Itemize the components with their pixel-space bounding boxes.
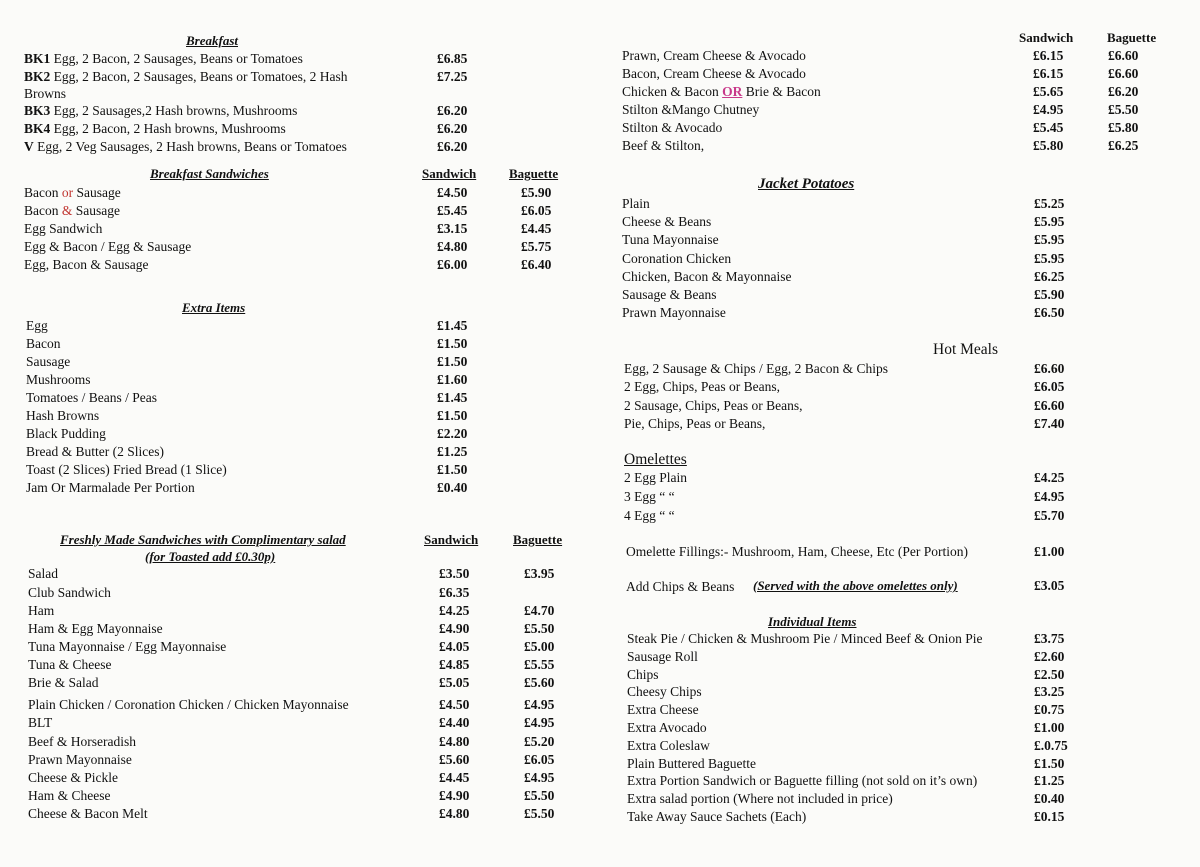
breakfast-sandwich-name-pre: Bacon	[24, 203, 62, 218]
breakfast-desc: Egg, 2 Bacon, 2 Hash browns, Mushrooms	[53, 121, 286, 136]
individual-item-name: Take Away Sauce Sachets (Each)	[627, 809, 807, 824]
omelette-price: £5.70	[1034, 508, 1065, 523]
individual-item-price: £0.40	[1034, 791, 1065, 807]
individual-item-price: £3.25	[1034, 684, 1065, 700]
hot-meal-name: Egg, 2 Sausage & Chips / Egg, 2 Bacon & Chips	[624, 361, 888, 376]
sandwich-price: £4.95	[1033, 102, 1064, 117]
individual-items-heading: Individual Items	[768, 614, 857, 629]
extra-item-price: £0.40	[437, 480, 468, 495]
omelette-fillings-label: Omelette Fillings:- Mushroom, Ham, Cheese, Etc (Per Portion)	[626, 544, 968, 559]
breakfast-sandwiches-heading: Breakfast Sandwiches	[150, 166, 269, 181]
sandwich-price: £4.45	[439, 770, 470, 785]
extra-item-name: Bread & Butter (2 Slices)	[26, 444, 164, 459]
breakfast-desc: Egg, 2 Veg Sausages, 2 Hash browns, Beans or Tomatoes	[37, 139, 347, 154]
extra-item-name: Tomatoes / Beans / Peas	[26, 390, 158, 405]
baguette-price: £5.50	[524, 788, 555, 803]
breakfast-desc: Egg, 2 Bacon, 2 Sausages, Beans or Tomatoes	[53, 51, 303, 66]
omelettes-heading: Omelettes	[624, 451, 687, 468]
sandwich-price: £6.15	[1033, 66, 1064, 81]
jacket-potato-price: £6.50	[1034, 305, 1065, 321]
baguette-price: £5.50	[524, 621, 555, 636]
sandwich-price: £4.90	[439, 788, 470, 803]
breakfast-desc-cont: Browns	[24, 86, 67, 101]
baguette-price: £6.25	[1108, 138, 1139, 153]
extra-item-price: £1.45	[437, 390, 468, 405]
extra-item-name: Mushrooms	[26, 372, 91, 387]
fresh-sandwich-name: BLT	[28, 715, 53, 730]
hot-meal-name: 2 Sausage, Chips, Peas or Beans,	[624, 397, 803, 413]
breakfast-price: £6.85	[437, 51, 468, 66]
breakfast-code: BK3	[24, 103, 51, 118]
jacket-potato-name: Sausage & Beans	[622, 287, 717, 302]
breakfast-code: V	[24, 139, 34, 154]
sandwich-price: £5.45	[437, 203, 468, 218]
baguette-price: £4.95	[524, 697, 555, 712]
breakfast-sandwich-name-post: Sausage	[72, 203, 121, 218]
sandwich-price: £4.50	[437, 185, 468, 200]
premium-sandwich-name: Beef & Stilton,	[622, 138, 705, 153]
premium-sandwich-name: Stilton & Avocado	[622, 120, 723, 135]
breakfast-price: £6.20	[437, 121, 468, 136]
breakfast-sandwich-name: Egg Sandwich	[24, 221, 103, 236]
breakfast-code: BK1	[24, 51, 51, 66]
baguette-price: £5.50	[1108, 102, 1139, 117]
jacket-potato-price: £5.95	[1034, 250, 1065, 266]
baguette-price: £5.60	[524, 675, 555, 690]
baguette-price: £5.75	[521, 239, 552, 254]
baguette-price: £5.00	[524, 639, 555, 654]
extra-item-price: £1.45	[437, 318, 468, 333]
fresh-sandwiches-subtitle: (for Toasted add £0.30p)	[145, 549, 276, 564]
breakfast-sandwich-name-post: Sausage	[73, 185, 121, 200]
add-chips-price: £3.05	[1034, 578, 1065, 593]
extra-items-heading: Extra Items	[182, 300, 246, 315]
fresh-sandwich-name: Cheese & Bacon Melt	[28, 806, 148, 821]
breakfast-sandwich-name-pre: Bacon	[24, 185, 62, 200]
sandwich-price: £4.05	[439, 639, 470, 654]
extra-item-price: £1.50	[437, 336, 468, 351]
individual-item-name: Extra Portion Sandwich or Baguette filling (not sold on it’s own)	[627, 773, 978, 789]
baguette-price: £5.80	[1108, 120, 1139, 135]
individual-item-price: £2.50	[1034, 666, 1065, 682]
fresh-sandwich-name: Ham	[28, 603, 55, 618]
individual-item-price: £1.25	[1034, 773, 1065, 789]
fresh-sandwich-name: Prawn Mayonnaise	[28, 752, 132, 767]
omelette-name: 4 Egg “ “	[624, 508, 675, 523]
sandwich-price: £5.60	[439, 752, 470, 767]
jacket-potatoes-heading: Jacket Potatoes	[758, 176, 855, 192]
add-chips-note: (Served with the above omelettes only)	[753, 578, 958, 593]
individual-item-price: £1.50	[1034, 755, 1065, 771]
baguette-price: £6.60	[1108, 66, 1139, 81]
sandwich-price: £3.50	[439, 566, 470, 581]
breakfast-price: £7.25	[437, 69, 468, 84]
baguette-price: £5.90	[521, 185, 552, 200]
jacket-potato-price: £5.95	[1034, 232, 1065, 248]
individual-item-name: Extra salad portion (Where not included in price)	[627, 791, 893, 807]
jacket-potato-price: £5.25	[1034, 196, 1065, 211]
extra-item-price: £2.20	[437, 426, 468, 441]
fresh-sandwich-name: Club Sandwich	[28, 585, 111, 600]
individual-item-price: £2.60	[1034, 648, 1065, 664]
omelette-price: £4.95	[1034, 489, 1065, 504]
sandwich-price: £4.80	[439, 806, 470, 821]
extra-item-name: Sausage	[26, 354, 71, 369]
baguette-price: £4.95	[524, 770, 555, 785]
baguette-price: £5.55	[524, 657, 555, 672]
baguette-price: £4.45	[521, 221, 552, 236]
breakfast-price: £6.20	[437, 139, 468, 154]
sandwich-price: £5.65	[1033, 84, 1064, 99]
hot-meal-price: £7.40	[1034, 415, 1065, 431]
extra-item-name: Egg	[26, 318, 48, 333]
extra-item-price: £1.50	[437, 408, 468, 423]
jacket-potato-name: Chicken, Bacon & Mayonnaise	[622, 268, 792, 284]
fresh-sandwiches-heading: Freshly Made Sandwiches with Complimentary salad	[60, 532, 346, 547]
breakfast-desc: Egg, 2 Bacon, 2 Sausages, Beans or Tomatoes, 2 Hash	[53, 69, 348, 84]
fresh-sandwich-name: Ham & Egg Mayonnaise	[28, 621, 163, 636]
individual-item-name: Steak Pie / Chicken & Mushroom Pie / Minced Beef & Onion Pie	[627, 631, 983, 646]
sandwich-price: £6.00	[437, 257, 468, 272]
breakfast-sandwich-name: Egg & Bacon / Egg & Sausage	[24, 239, 192, 254]
premium-sandwich-name: Stilton &Mango Chutney	[622, 102, 760, 117]
jacket-potato-name: Plain	[622, 196, 650, 211]
individual-item-name: Extra Coleslaw	[627, 737, 710, 753]
baguette-price: £6.05	[524, 752, 555, 767]
breakfast-code: BK2	[24, 69, 51, 84]
omelette-fillings-price: £1.00	[1034, 544, 1065, 559]
extra-item-name: Bacon	[26, 336, 61, 351]
breakfast-sandwich-name: Egg, Bacon & Sausage	[24, 257, 149, 272]
extra-item-price: £1.50	[437, 354, 468, 369]
breakfast-heading: Breakfast	[186, 33, 238, 48]
baguette-price: £6.60	[1108, 48, 1139, 63]
individual-item-name: Extra Cheese	[627, 702, 699, 718]
breakfast-item	[24, 103, 297, 119]
baguette-price: £3.95	[524, 566, 555, 581]
col-baguette-header: Baguette	[509, 166, 559, 181]
baguette-price: £4.70	[524, 603, 555, 618]
breakfast-item	[24, 121, 286, 137]
breakfast-sandwich-name	[24, 185, 121, 201]
fresh-sandwich-name: Tuna Mayonnaise / Egg Mayonnaise	[28, 639, 227, 654]
jacket-potato-name: Prawn Mayonnaise	[622, 305, 726, 321]
ghost-bleed-text	[940, 40, 944, 56]
col-baguette-header: Baguette	[1107, 30, 1157, 45]
individual-item-price: £0.75	[1034, 702, 1065, 718]
sandwich-price: £4.85	[439, 657, 470, 672]
sandwich-price: £5.45	[1033, 120, 1064, 135]
individual-item-price: £.0.75	[1034, 737, 1068, 753]
individual-item-name: Sausage Roll	[627, 648, 698, 664]
extra-item-price: £1.25	[437, 444, 468, 459]
extra-item-price: £1.50	[437, 462, 468, 477]
fresh-sandwich-name: Beef & Horseradish	[28, 734, 136, 749]
col-sandwich-header: Sandwich	[422, 166, 477, 181]
jacket-potato-price: £6.25	[1034, 268, 1065, 284]
hot-meal-price: £6.60	[1034, 397, 1065, 413]
baguette-price: £5.20	[524, 734, 555, 749]
fresh-sandwich-name: Plain Chicken / Coronation Chicken / Chicken Mayonnaise	[28, 697, 349, 712]
baguette-price: £5.50	[524, 806, 555, 821]
sandwich-price: £4.50	[439, 697, 470, 712]
extra-item-name: Hash Browns	[26, 408, 100, 423]
jacket-potato-price: £5.95	[1034, 214, 1065, 230]
extra-item-name: Jam Or Marmalade Per Portion	[26, 480, 195, 495]
extra-item-name: Toast (2 Slices) Fried Bread (1 Slice)	[26, 462, 227, 477]
breakfast-item	[24, 51, 303, 67]
breakfast-sandwich-name-mid: or	[61, 185, 74, 200]
premium-sandwich-name: Bacon, Cream Cheese & Avocado	[622, 66, 806, 81]
breakfast-desc: Egg, 2 Sausages,2 Hash browns, Mushrooms	[53, 103, 298, 118]
individual-item-name: Extra Avocado	[627, 720, 707, 735]
hot-meal-price: £6.60	[1034, 361, 1065, 376]
baguette-price: £6.20	[1108, 84, 1139, 99]
sandwich-price: £4.25	[439, 603, 470, 618]
sandwich-price: £5.80	[1033, 138, 1064, 153]
sandwich-price: £6.15	[1033, 48, 1064, 63]
omelette-price: £4.25	[1034, 470, 1065, 485]
sandwich-price: £4.80	[437, 239, 468, 254]
sandwich-price: £4.90	[439, 621, 470, 636]
extra-item-name: Black Pudding	[26, 426, 106, 441]
individual-item-price: £3.75	[1034, 631, 1065, 646]
extra-item-price: £1.60	[437, 372, 468, 387]
breakfast-item	[24, 139, 347, 155]
add-chips-label: Add Chips & Beans	[626, 579, 735, 594]
individual-item-name: Cheesy Chips	[627, 684, 702, 700]
fresh-sandwich-name: Cheese & Pickle	[28, 770, 118, 785]
omelette-name: 2 Egg Plain	[624, 470, 687, 485]
baguette-price: £6.40	[521, 257, 552, 272]
jacket-potato-name: Cheese & Beans	[622, 214, 712, 230]
fresh-sandwich-name: Tuna & Cheese	[28, 657, 112, 672]
individual-item-name: Chips	[627, 666, 659, 682]
sandwich-price: £3.15	[437, 221, 468, 236]
jacket-potato-price: £5.90	[1034, 287, 1065, 302]
premium-sandwich-name: Prawn, Cream Cheese & Avocado	[622, 48, 806, 63]
baguette-price: £6.05	[521, 203, 552, 218]
sandwich-price: £4.80	[439, 734, 470, 749]
individual-item-price: £1.00	[1034, 720, 1065, 735]
fresh-sandwich-name: Ham & Cheese	[28, 788, 111, 803]
premium-sandwich-name	[622, 84, 821, 100]
hot-meal-price: £6.05	[1034, 379, 1065, 395]
hot-meals-heading: Hot Meals	[933, 341, 999, 358]
breakfast-code: BK4	[24, 121, 51, 136]
baguette-price: £4.95	[524, 715, 555, 730]
individual-item-price: £0.15	[1034, 809, 1065, 824]
individual-item-name: Plain Buttered Baguette	[627, 755, 756, 771]
col-baguette-header: Baguette	[513, 532, 563, 547]
breakfast-price: £6.20	[437, 103, 468, 118]
jacket-potato-name: Tuna Mayonnaise	[622, 232, 719, 248]
sandwich-price: £4.40	[439, 715, 470, 730]
omelette-name: 3 Egg “ “	[624, 489, 675, 504]
jacket-potato-name: Coronation Chicken	[622, 250, 732, 266]
fresh-sandwich-name: Brie & Salad	[28, 675, 99, 690]
sandwich-price: £6.35	[439, 585, 470, 600]
breakfast-sandwich-name-mid: &	[61, 203, 73, 218]
sandwich-price: £5.05	[439, 675, 470, 690]
fresh-sandwich-name: Salad	[28, 566, 58, 581]
hot-meal-name: Pie, Chips, Peas or Beans,	[624, 415, 766, 431]
hot-meal-name: 2 Egg, Chips, Peas or Beans,	[624, 379, 780, 395]
col-sandwich-header: Sandwich	[1019, 30, 1074, 45]
premium-sandwich-name-mid: OR	[722, 84, 743, 99]
premium-sandwich-name-pre: Chicken & Bacon	[622, 84, 723, 99]
premium-sandwich-name-post: Brie & Bacon	[742, 84, 821, 99]
breakfast-item	[24, 69, 348, 85]
breakfast-sandwich-name	[24, 203, 120, 219]
col-sandwich-header: Sandwich	[424, 532, 479, 547]
